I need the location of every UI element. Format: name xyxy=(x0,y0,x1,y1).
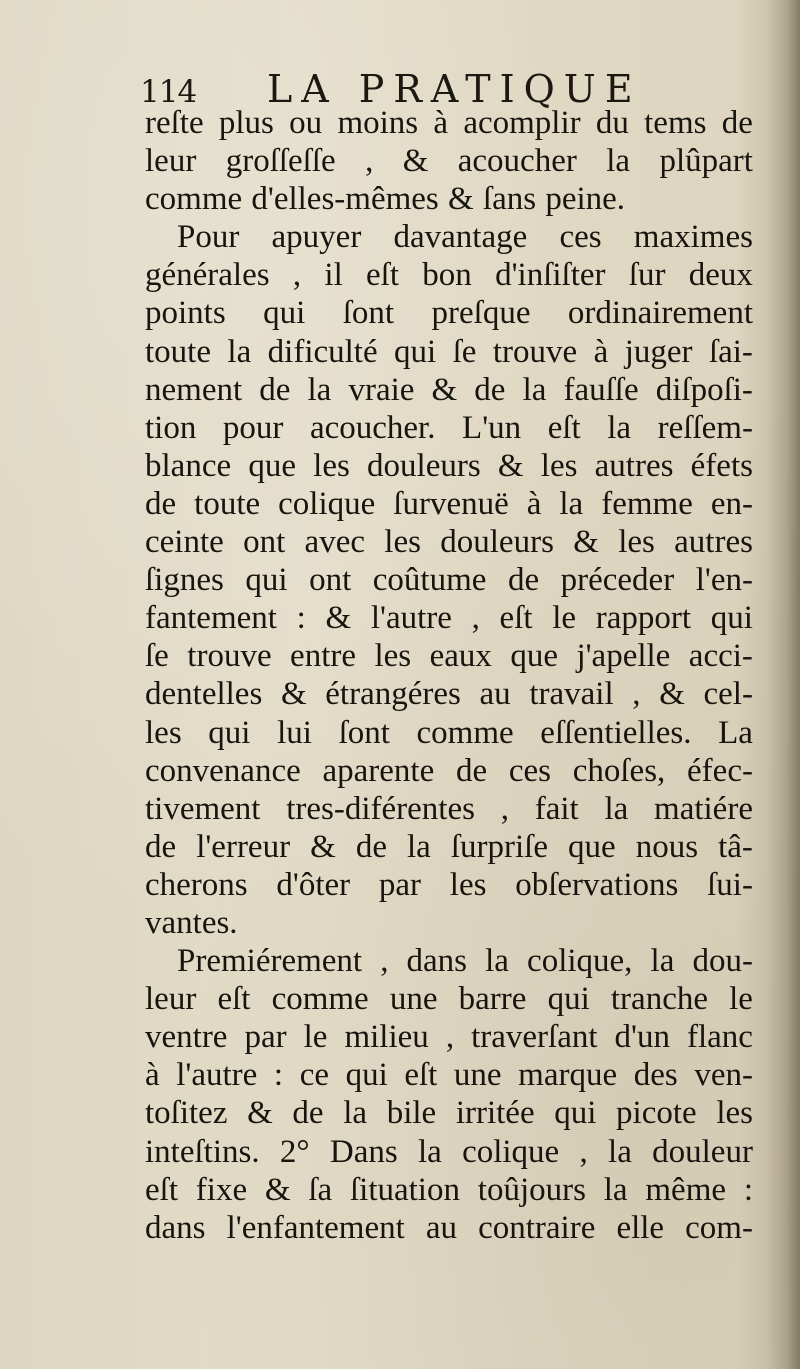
text-word: ces xyxy=(508,752,551,789)
text-word: ſont xyxy=(338,714,390,751)
text-word: éfec- xyxy=(687,752,753,789)
text-word: de xyxy=(474,371,506,408)
text-word: diſpoſi- xyxy=(655,371,753,408)
text-word: aparente xyxy=(322,752,435,789)
text-line xyxy=(145,1133,753,1171)
text-word: ont xyxy=(243,524,286,561)
text-word: tranche xyxy=(610,981,708,1018)
text-word: générales xyxy=(145,257,270,294)
text-word: milieu xyxy=(344,1019,429,1056)
page-edge-shadow xyxy=(766,0,800,1369)
text-word: il xyxy=(324,257,343,294)
text-word: j'apelle xyxy=(576,638,671,675)
text-word: , xyxy=(471,600,480,637)
text-word: & xyxy=(431,371,458,408)
text-word: maximes xyxy=(633,219,753,256)
text-word: étrangéres xyxy=(325,676,461,713)
text-word: inteſtins. xyxy=(145,1133,260,1170)
text-word: colique xyxy=(278,485,376,522)
text-word: tion xyxy=(145,409,197,446)
text-word: la xyxy=(559,485,584,522)
text-word: , xyxy=(500,790,509,827)
text-word: la xyxy=(227,333,252,370)
text-word: & xyxy=(325,600,352,637)
text-word: plus xyxy=(218,105,274,141)
text-word: eſt xyxy=(547,409,581,446)
text-word: Dans xyxy=(329,1133,398,1170)
text-word: & xyxy=(402,143,429,180)
text-word: qui xyxy=(208,714,251,751)
text-word: La xyxy=(718,714,753,751)
text-word: que xyxy=(248,447,296,484)
text-word: ſont xyxy=(342,295,395,332)
text-word: ſur xyxy=(628,257,666,294)
text-word: acci- xyxy=(688,638,753,675)
text-word: la xyxy=(604,790,629,827)
text-word: douleurs xyxy=(440,524,554,561)
text-line xyxy=(145,1056,753,1094)
text-word: obſervations xyxy=(515,866,679,903)
text-word: ven- xyxy=(694,1057,753,1094)
text-word: , xyxy=(445,1019,455,1056)
text-word: les xyxy=(449,866,487,903)
text-word: apuyer xyxy=(271,219,362,256)
text-word: tems xyxy=(644,105,707,141)
text-word: leur xyxy=(145,981,197,1018)
text-word: de xyxy=(259,371,291,408)
text-word: fixe xyxy=(195,1171,248,1208)
text-word: les xyxy=(618,524,655,561)
body-text xyxy=(145,104,753,1247)
text-word: bile xyxy=(386,1095,437,1132)
text-word: ce xyxy=(299,1057,329,1094)
running-title: LA PRATIQUE xyxy=(267,67,642,111)
text-word: qui xyxy=(547,981,590,1018)
text-word: vantes. xyxy=(145,904,238,941)
text-word: cel- xyxy=(703,676,753,713)
text-line xyxy=(145,714,753,752)
text-word: eſt xyxy=(404,1057,438,1094)
text-word: une xyxy=(389,981,438,1018)
text-word: , xyxy=(365,143,374,180)
text-word: matiére xyxy=(654,790,753,827)
text-word: les xyxy=(716,1095,753,1132)
text-word: autres xyxy=(674,524,753,561)
text-word: ſurvenuë xyxy=(393,485,509,522)
text-word: l'en- xyxy=(695,562,753,599)
text-word: des xyxy=(633,1057,678,1094)
text-word: toſitez xyxy=(145,1095,228,1132)
text-word: dentelles xyxy=(145,676,263,713)
text-word: plûpart xyxy=(659,143,753,180)
text-word: picote xyxy=(616,1095,697,1132)
text-word: , xyxy=(632,676,641,713)
text-word: peine. xyxy=(545,181,626,218)
text-line xyxy=(145,790,753,828)
text-word: 2° xyxy=(279,1133,310,1170)
text-word: & xyxy=(310,828,336,865)
text-line xyxy=(145,675,753,713)
text-word: colique, xyxy=(527,943,633,980)
text-word: com- xyxy=(685,1209,753,1246)
text-word: fantement xyxy=(145,600,277,637)
text-word: & xyxy=(573,524,599,561)
text-word: ventre xyxy=(145,1019,228,1056)
text-line xyxy=(145,218,753,256)
text-word: acoucher. xyxy=(309,409,436,446)
text-word: l'autre xyxy=(370,600,452,637)
text-word: la xyxy=(650,943,675,980)
text-line xyxy=(145,1171,753,1209)
text-word: qui xyxy=(710,600,753,637)
text-word: le xyxy=(552,600,577,637)
text-word: ſui- xyxy=(707,866,753,903)
text-word: de xyxy=(292,1095,324,1132)
text-word: la xyxy=(607,409,632,446)
text-word: Pour xyxy=(177,219,240,256)
text-line xyxy=(145,637,753,675)
text-word: elle xyxy=(616,1209,665,1246)
text-word: qui xyxy=(263,295,306,332)
text-word: leur xyxy=(145,143,197,180)
text-word: de xyxy=(455,752,488,789)
text-line xyxy=(145,523,753,561)
text-word: les xyxy=(540,447,578,484)
text-word: éfets xyxy=(690,447,753,484)
text-word: en- xyxy=(710,485,753,522)
text-word: qui xyxy=(345,1057,388,1094)
text-word: d'un xyxy=(614,1019,670,1056)
text-word: marque xyxy=(518,1057,618,1094)
text-word: , xyxy=(380,943,389,980)
text-word: , xyxy=(579,1133,588,1170)
text-word: à xyxy=(145,1057,160,1094)
text-word: eaux xyxy=(429,638,492,675)
text-line xyxy=(145,1209,753,1247)
text-word: acoucher xyxy=(457,143,577,180)
text-word: de xyxy=(145,828,177,865)
page-number: 114 xyxy=(140,74,197,110)
text-word: traverſant xyxy=(471,1019,598,1056)
text-word: la xyxy=(485,943,509,980)
text-word: choſes, xyxy=(572,752,666,789)
text-line xyxy=(145,1094,753,1132)
text-word: pour xyxy=(222,409,284,446)
text-word: bon xyxy=(422,257,472,294)
text-word: contraire xyxy=(478,1209,596,1246)
text-word: l'enfantement xyxy=(226,1209,405,1246)
text-line xyxy=(145,371,753,409)
text-word: avec xyxy=(304,524,365,561)
text-word: la xyxy=(606,143,631,180)
text-word: eſt xyxy=(499,600,533,637)
text-word: comme xyxy=(145,181,243,218)
text-word: ſans xyxy=(482,181,537,218)
text-line xyxy=(145,1018,753,1056)
text-word: l'erreur xyxy=(196,828,291,865)
text-word: : xyxy=(743,1171,753,1208)
text-word: blance xyxy=(145,447,232,484)
text-word: les xyxy=(145,714,182,751)
text-word: douleurs xyxy=(367,447,481,484)
text-word: du xyxy=(595,105,629,141)
text-word: & xyxy=(247,1095,273,1132)
text-word: points xyxy=(145,295,226,332)
text-word: L'un xyxy=(462,409,522,446)
text-line xyxy=(145,752,753,790)
text-word: ont xyxy=(309,562,352,599)
text-word: colique xyxy=(462,1133,560,1170)
text-word: dans xyxy=(145,1209,206,1246)
text-word: autres xyxy=(594,447,674,484)
text-line xyxy=(145,980,753,1018)
text-word: & xyxy=(497,447,524,484)
text-word: ſe xyxy=(145,638,169,675)
text-word: à xyxy=(593,333,609,370)
text-word: le xyxy=(303,1019,328,1056)
text-line xyxy=(145,866,753,904)
text-word: les xyxy=(374,638,412,675)
text-word: toute xyxy=(194,485,261,522)
text-word: eſt xyxy=(145,1171,178,1208)
text-word: fait xyxy=(534,790,579,827)
text-word: de xyxy=(721,105,753,141)
text-word: la xyxy=(608,1133,632,1170)
text-line xyxy=(145,447,753,485)
text-word: vraie xyxy=(348,371,415,408)
text-word: comme xyxy=(416,714,514,751)
text-word: ſai- xyxy=(708,333,753,370)
text-word: les xyxy=(384,524,421,561)
text-word: même xyxy=(645,1171,727,1208)
text-word: acomplir xyxy=(463,105,581,141)
text-line xyxy=(145,104,753,142)
text-word: les xyxy=(313,447,350,484)
text-word: & xyxy=(280,676,307,713)
text-word: toute xyxy=(145,333,211,370)
text-word: tres-diférentes xyxy=(286,790,475,827)
text-line xyxy=(145,333,753,371)
text-word: ſa xyxy=(308,1171,333,1208)
text-word: ceinte xyxy=(145,524,224,561)
text-word: barre xyxy=(458,981,527,1018)
text-line xyxy=(145,294,753,332)
text-word: , xyxy=(292,257,302,294)
text-word: comme xyxy=(271,981,369,1018)
text-word: groſſeſſe xyxy=(225,143,336,180)
text-line xyxy=(145,485,753,523)
text-word: : xyxy=(273,1057,284,1094)
text-word: de xyxy=(355,828,387,865)
text-word: par xyxy=(378,866,422,903)
text-word: qui xyxy=(245,562,288,599)
text-word: cherons xyxy=(145,866,248,903)
text-word: tâ- xyxy=(718,828,753,865)
text-line xyxy=(145,942,753,980)
text-word: de xyxy=(145,485,177,522)
text-word: l'autre xyxy=(176,1057,258,1094)
text-word: de xyxy=(507,562,540,599)
text-word: douleur xyxy=(652,1133,753,1170)
text-word: la xyxy=(603,1171,628,1208)
text-word: davantage xyxy=(393,219,528,256)
text-word: le xyxy=(729,981,753,1018)
text-word: à xyxy=(433,105,449,141)
text-word: ſurpriſe xyxy=(450,828,548,865)
text-word: la xyxy=(522,371,547,408)
text-word: & xyxy=(659,676,685,713)
text-word: entre xyxy=(290,638,356,675)
text-word: d'ôter xyxy=(276,866,351,903)
text-word: la xyxy=(343,1095,368,1132)
text-word: & xyxy=(448,181,474,218)
text-word: juger xyxy=(624,333,693,370)
text-word: au xyxy=(425,1209,458,1246)
text-word: trouve xyxy=(492,333,578,370)
text-word: coûtume xyxy=(372,562,487,599)
text-word: ordinairement xyxy=(567,295,753,332)
text-word: trouve xyxy=(187,638,272,675)
text-word: ſignes xyxy=(145,562,224,599)
text-word: que xyxy=(568,828,616,865)
text-line xyxy=(145,256,753,294)
text-word: eſt xyxy=(366,257,400,294)
text-line xyxy=(145,409,753,447)
text-word: dou- xyxy=(692,943,753,980)
text-word: ſe xyxy=(452,333,477,370)
text-word: : xyxy=(296,600,306,637)
text-word: ces xyxy=(559,219,602,256)
text-word: moins xyxy=(337,105,419,141)
text-word: lui xyxy=(277,714,312,751)
text-word: à xyxy=(526,485,542,522)
text-word: flanc xyxy=(687,1019,753,1056)
text-word: dans xyxy=(406,943,468,980)
text-word: nous xyxy=(635,828,699,865)
text-word: fauſſe xyxy=(563,371,639,408)
text-line xyxy=(145,142,753,180)
text-word: la xyxy=(407,828,431,865)
text-word: Premiérement xyxy=(177,943,363,980)
text-word: une xyxy=(453,1057,502,1094)
text-word: ou xyxy=(289,105,323,141)
text-word: qui xyxy=(554,1095,597,1132)
text-word: eſt xyxy=(217,981,251,1018)
text-word: reſte xyxy=(145,105,204,141)
text-word: dificulté xyxy=(267,333,378,370)
text-word: reſſem- xyxy=(657,409,753,446)
text-word: irritée xyxy=(455,1095,535,1132)
text-word: d'elles-mêmes xyxy=(251,181,439,218)
text-word: la xyxy=(417,1133,442,1170)
text-word: préceder xyxy=(560,562,675,599)
text-word: travail xyxy=(529,676,614,713)
text-word: & xyxy=(264,1171,291,1208)
text-line xyxy=(145,180,753,218)
text-word: tivement xyxy=(145,790,261,827)
text-word: deux xyxy=(688,257,753,294)
text-line xyxy=(145,599,753,637)
text-word: preſque xyxy=(431,295,531,332)
text-line xyxy=(145,828,753,866)
text-word: ſituation xyxy=(349,1171,460,1208)
text-word: rapport xyxy=(595,600,692,637)
text-word: toûjours xyxy=(477,1171,586,1208)
text-word: convenance xyxy=(145,752,301,789)
text-word: eſſentielles. xyxy=(540,714,692,751)
text-word: nement xyxy=(145,371,243,408)
text-word: femme xyxy=(601,485,693,522)
text-word: par xyxy=(244,1019,287,1056)
text-word: la xyxy=(307,371,332,408)
text-word: qui xyxy=(394,333,437,370)
text-line xyxy=(145,561,753,599)
text-word: au xyxy=(479,676,511,713)
text-word: que xyxy=(510,638,558,675)
text-line xyxy=(145,904,753,942)
text-word: d'inſiſter xyxy=(495,257,606,294)
